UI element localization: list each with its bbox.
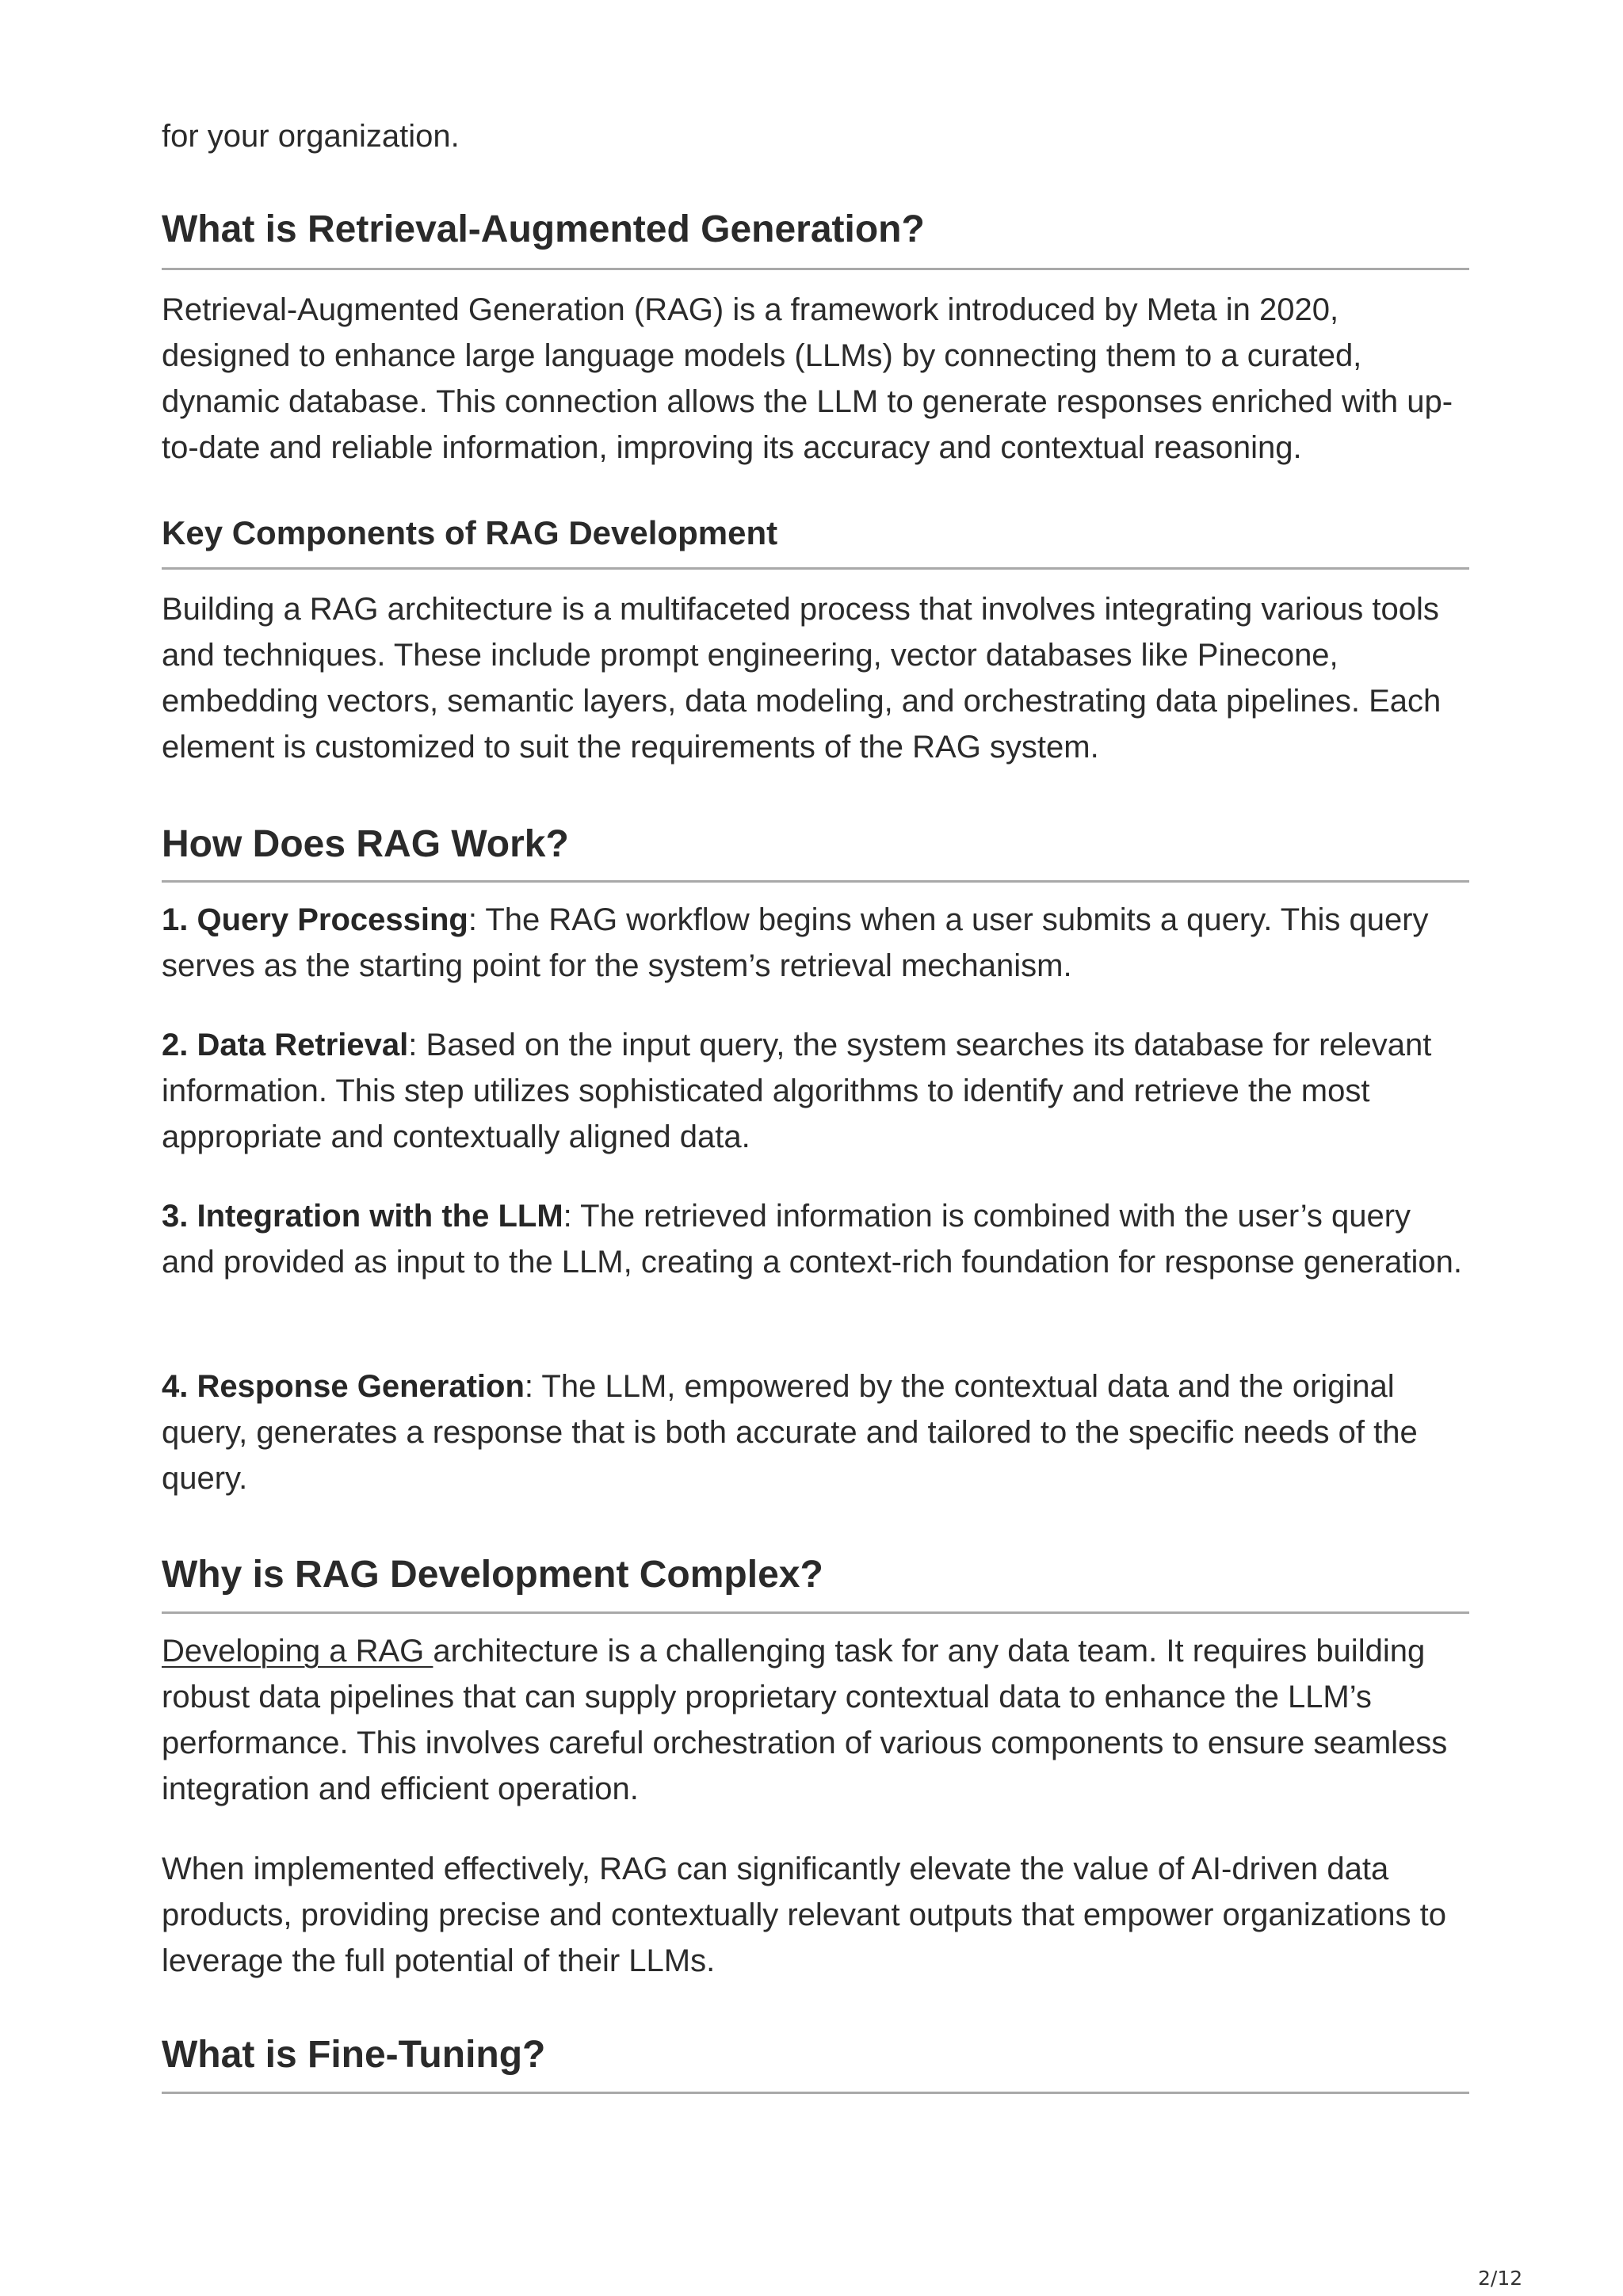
why-complex-text: architecture is a challenging task for any data team. It requires building robust data pipelines that can supply proprietary contextual data to enhance the LLM’s performance. This involves careful orchestration of various components to ensure seamless integration and efficient operation. xyxy=(162,1634,1448,1806)
step-query-processing xyxy=(162,897,1469,989)
heading-why-complex: Why is RAG Development Complex? xyxy=(162,1554,823,1596)
step-integration-llm xyxy=(162,1193,1469,1285)
why-complex-paragraph-1 xyxy=(162,1628,1469,1812)
step-label: 3. Integration with the LLM xyxy=(162,1199,563,1234)
step-label: 2. Data Retrieval xyxy=(162,1028,409,1062)
heading-divider xyxy=(162,567,1469,570)
heading-how-rag-works: How Does RAG Work? xyxy=(162,823,569,865)
page-number: 2/12 xyxy=(1478,2267,1523,2290)
heading-fine-tuning: What is Fine-Tuning? xyxy=(162,2034,546,2076)
why-complex-paragraph-2: When implemented effectively, RAG can significantly elevate the value of AI-driven data products, providing precise and contextually relevant outputs that empower organizations to leverage the full potential of their LLMs. xyxy=(162,1852,1446,1978)
heading-divider xyxy=(162,268,1469,270)
key-components-paragraph: Building a RAG architecture is a multifaceted process that involves integrating various tools and techniques. These include prompt engineering, vector databases like Pinecone, embedding vectors, semantic layers, data modeling, and orchestrating data pipelines. Each element is customized to suit the requirements of the RAG system. xyxy=(162,592,1442,765)
heading-divider xyxy=(162,880,1469,883)
developing-rag-link[interactable]: Developing a RAG xyxy=(162,1634,433,1669)
step-text: : The LLM, empowered by the contextual data and the original query, generates a response that is both accurate and tailored to the specific needs of the query. xyxy=(162,1369,1418,1496)
what-is-rag-paragraph: Retrieval-Augmented Generation (RAG) is a framework introduced by Meta in 2020, designed to enhance large language models (LLMs) by connecting them to a curated, dynamic database. This connection allows the LLM to generate responses enriched with up-to-date and reliable information, improving its accuracy and contextual reasoning. xyxy=(162,292,1453,465)
heading-what-is-rag: What is Retrieval-Augmented Generation? xyxy=(162,208,925,250)
step-text: : Based on the input query, the system searches its database for relevant information. This step utilizes sophisticated algorithms to identify and retrieve the most appropriate and contextually aligned data. xyxy=(162,1028,1432,1154)
heading-divider xyxy=(162,1611,1469,1614)
step-label: 1. Query Processing xyxy=(162,902,468,937)
step-response-generation xyxy=(162,1363,1469,1501)
step-data-retrieval xyxy=(162,1022,1469,1160)
step-text: : The retrieved information is combined with the user’s query and provided as input to the LLM, creating a context-rich foundation for response generation. xyxy=(162,1199,1463,1280)
step-text: : The RAG workflow begins when a user submits a query. This query serves as the starting point for the system’s retrieval mechanism. xyxy=(162,902,1429,983)
intro-tail-text: for your organization. xyxy=(162,119,460,154)
heading-divider xyxy=(162,2092,1469,2094)
heading-key-components: Key Components of RAG Development xyxy=(162,514,778,551)
step-label: 4. Response Generation xyxy=(162,1369,525,1404)
